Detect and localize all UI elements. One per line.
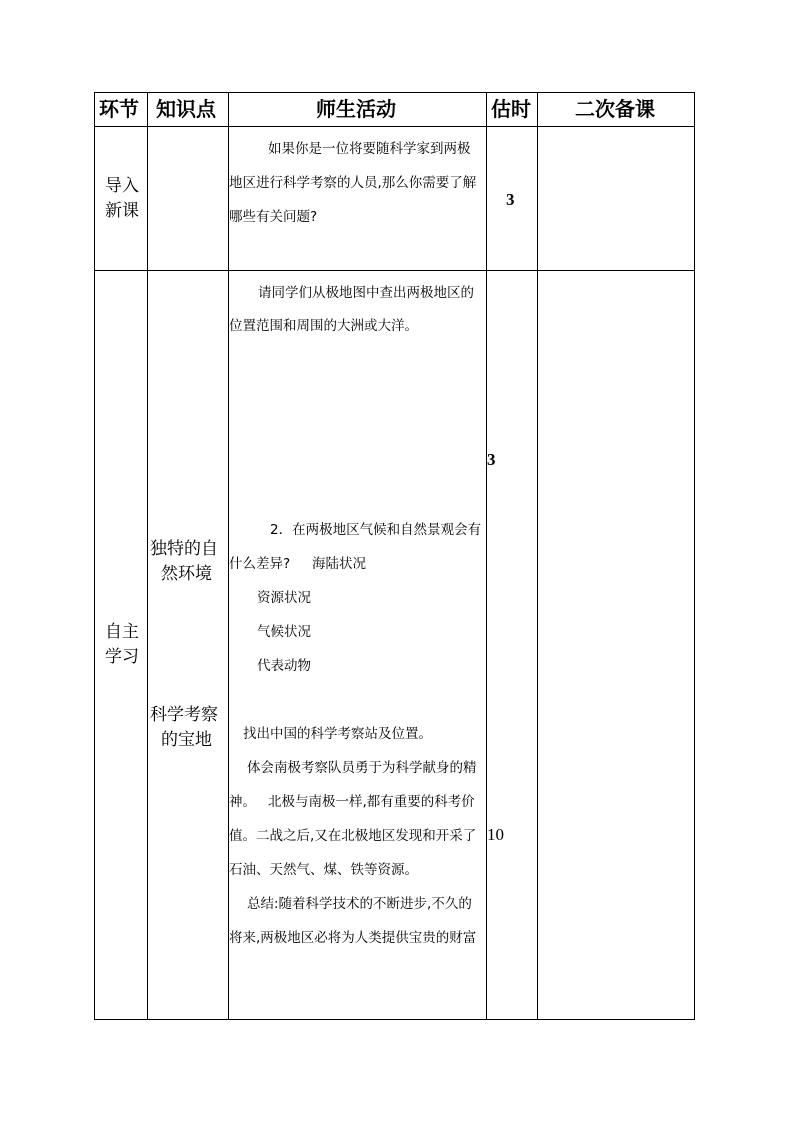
activity-study-line-12: 北极与南极一样,都有重要的科考价 [268, 794, 475, 810]
stage-self-study-line-1: 自主 [105, 622, 139, 642]
activity-study-line-8: 代表动物 [257, 658, 311, 674]
activity-study-line-13: 值。二战之后,又在北极地区发现和开采了 [229, 828, 477, 844]
activity-intro-line-3: 哪些有关问题? [229, 209, 318, 225]
time-study-2: 10 [487, 825, 504, 844]
stage-intro-line-2: 新课 [105, 201, 139, 221]
activity-study-line-5: 海陆状况 [312, 556, 366, 572]
stage-self-study-line-2: 学习 [105, 647, 139, 667]
table-col-divider-1 [147, 92, 148, 1020]
activity-study-line-3: 2．在两极地区气候和自然景观会有 [270, 522, 482, 538]
activity-study-line-1: 请同学们从极地图中查出两极地区的 [258, 285, 474, 301]
activity-study-line-7: 气候状况 [257, 624, 311, 640]
activity-study-line-2: 位置范围和周围的大洲或大洋。 [229, 318, 418, 334]
header-prep: 二次备课 [575, 97, 655, 121]
knowledge-environment-line-2: 然环境 [161, 564, 212, 584]
activity-study-line-16: 将来,两极地区必将为人类提供宝贵的财富 [229, 930, 477, 946]
activity-study-line-14: 石油、天然气、煤、铁等资源。 [229, 862, 418, 878]
activity-study-line-11: 神。 [229, 794, 256, 810]
table-col-divider-4 [537, 92, 538, 1020]
time-study-1: 3 [487, 450, 496, 469]
activity-study-line-4: 什么差异? [229, 556, 291, 572]
table-border-left [94, 92, 95, 1020]
activity-intro-line-2: 地区进行科学考察的人员,那么你需要了解 [229, 175, 477, 191]
header-activity: 师生活动 [316, 97, 396, 121]
activity-study-line-6: 资源状况 [257, 590, 311, 606]
activity-study-line-9: 找出中国的科学考察站及位置。 [243, 726, 432, 742]
header-time: 估时 [491, 97, 531, 121]
activity-study-line-15: 总结:随着科学技术的不断进步,不久的 [247, 896, 472, 912]
time-intro: 3 [506, 190, 515, 209]
knowledge-research-line-1: 科学考察 [150, 705, 218, 725]
table-header-divider [94, 126, 695, 127]
table-row-divider [94, 270, 695, 271]
stage-intro-line-1: 导入 [105, 176, 139, 196]
knowledge-environment-line-1: 独特的自 [150, 539, 218, 559]
header-knowledge: 知识点 [156, 97, 216, 121]
table-border-right [694, 92, 695, 1020]
knowledge-research-line-2: 的宝地 [161, 730, 212, 750]
activity-study-line-10: 体会南极考察队员勇于为科学献身的精 [247, 760, 477, 776]
activity-intro-line-1: 如果你是一位将要随科学家到两极 [268, 141, 471, 157]
table-border-top [94, 92, 695, 93]
table-col-divider-3 [486, 92, 487, 1020]
table-border-bottom [94, 1019, 695, 1020]
header-stage: 环节 [99, 97, 139, 121]
